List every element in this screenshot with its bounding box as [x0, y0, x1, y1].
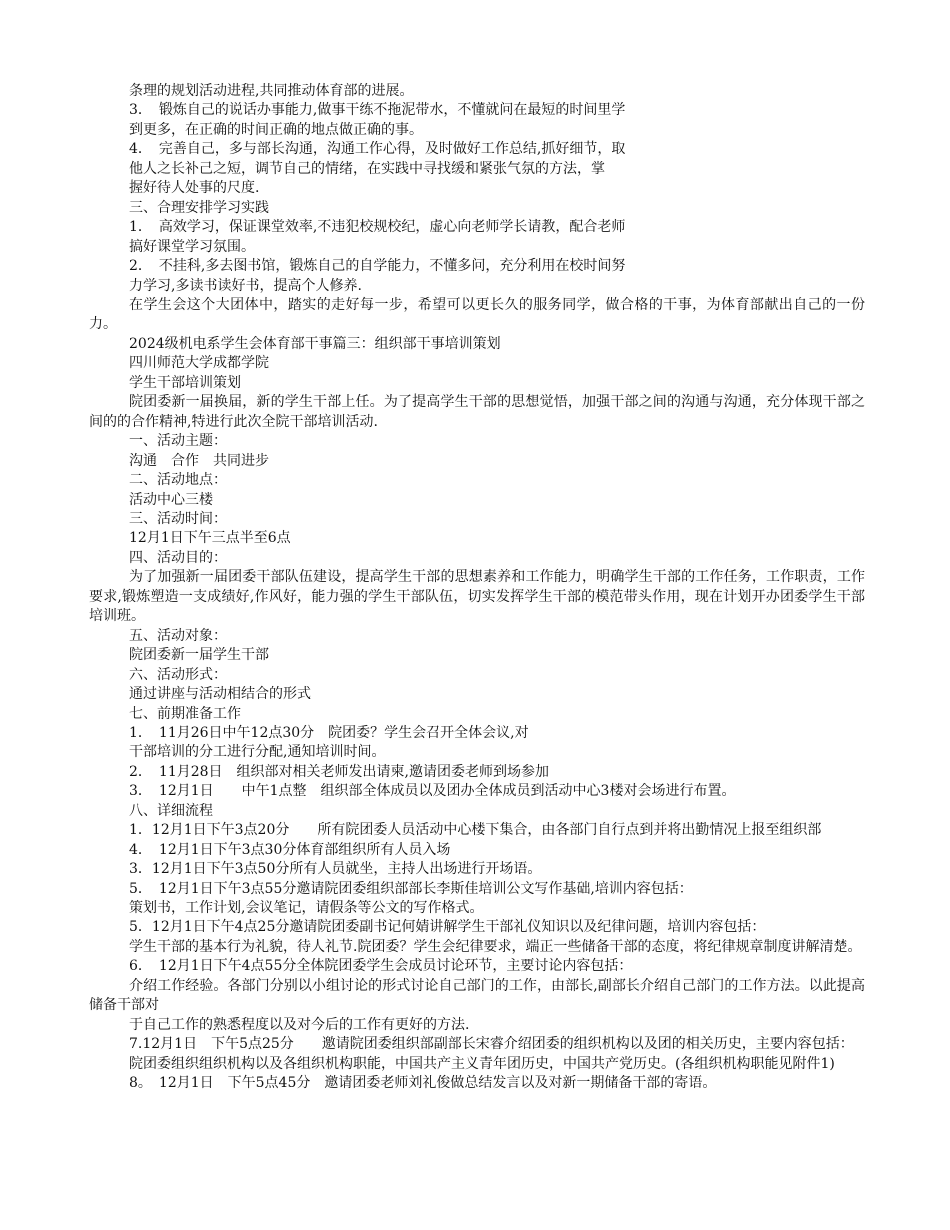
text-line: 一、活动主题：	[129, 433, 227, 450]
text-line: 1． 高效学习，保证课堂效率,不违犯校规校纪，虚心向老师学长请教，配合老师	[129, 219, 626, 236]
text-line: 院团委新一届学生干部	[129, 647, 269, 664]
text-line: 2． 不挂科,多去图书馆，锻炼自己的自学能力，不懂多问，充分利用在校时间努	[129, 258, 626, 275]
text-line: 策划书，工作计划,会议笔记，请假条等公文的写作格式。	[129, 900, 484, 917]
text-line: 七、前期准备工作	[129, 705, 241, 722]
paragraph: 学生干部的基本行为礼貌，待人礼节.院团委？学生会纪律要求，端正一些储备干部的态度，将纪律规章制度讲解清楚。	[129, 938, 862, 955]
text-line: 3．12月1日下午3点50分所有人员就坐，主持人出场进行开场语。	[129, 861, 542, 878]
paragraph: 在学生会这个大团体中，踏实的走好每一步，希望可以更长久的服务同学，做合格的干事，为体育部献出自己的一份力。	[89, 296, 865, 333]
text-line: 四、活动目的：	[129, 549, 227, 566]
text-line: 学生干部培训策划	[129, 374, 241, 391]
text-line: 3． 锻炼自己的说话办事能力,做事干练不拖泥带水，不懂就问在最短的时间里学	[129, 102, 626, 119]
text-line: 8。 12月1日 下午5点45分 邀请团委老师刘礼俊做总结发言以及对新一期储备干部的寄语。	[129, 1075, 717, 1092]
text-line: 六、活动形式：	[129, 666, 227, 683]
text-line: 12月1日下午三点半至6点	[129, 530, 291, 547]
text-line: 三、合理安排学习实践	[129, 199, 269, 216]
text-line: 条理的规划活动进程,共同推动体育部的进展。	[129, 83, 414, 99]
text-line: 2． 11月28日 组织部对相关老师发出请柬,邀请团委老师到场参加	[129, 763, 549, 780]
text-line: 通过讲座与活动相结合的形式	[129, 686, 311, 703]
text-line: 他人之长补己之短，调节自己的情绪，在实践中寻找缓和紧张气氛的方法，掌	[129, 160, 605, 177]
text-line: 力学习,多读书读好书，提高个人修养.	[129, 277, 362, 294]
text-line: 五、活动对象：	[129, 627, 227, 644]
text-line: 四川师范大学成都学院	[129, 355, 269, 372]
text-line: 3． 12月1日 中午1点整 组织部全体成员以及团办全体成员到活动中心3楼对会场进行布置。	[129, 783, 736, 800]
text-line: 八、详细流程	[129, 802, 213, 819]
text-line: 三、活动时间：	[129, 510, 227, 527]
paragraph: 7.12月1日 下午5点25分 邀请院团委组织部副部长宋睿介绍团委的组织机构以及团的相关历史，主要内容包括：	[129, 1036, 854, 1053]
text-line: 干部培训的分工进行分配,通知培训时间。	[129, 744, 386, 761]
text-line: 2024级机电系学生会体育部干事篇三：组织部干事培训策划	[129, 335, 501, 352]
text-line: 二、活动地点：	[129, 472, 227, 489]
text-line: 于自己工作的熟悉程度以及对今后的工作有更好的方法.	[129, 1016, 470, 1033]
paragraph: 为了加强新一届团委干部队伍建设，提高学生干部的思想素养和工作能力，明确学生干部的工作任务，工作职责，工作要求,锻炼塑造一支成绩好,作风好，能力强的学生干部队伍，切实发挥学生干部的模范带头作用，现在计划开办团委学生干部培训班。	[89, 569, 865, 625]
text-line: 4． 完善自己，多与部长沟通，沟通工作心得，及时做好工作总结,抓好细节，取	[129, 141, 626, 158]
text-line: 活动中心三楼	[129, 491, 213, 508]
text-line: 沟通 合作 共同进步	[129, 452, 269, 469]
document-body	[89, 82, 865, 1094]
text-line: 握好待人处事的尺度.	[129, 180, 260, 197]
text-line: 1． 11月26日中午12点30分 院团委？学生会召开全体会议,对	[129, 724, 529, 741]
paragraph: 院团委组织组织机构以及各组织机构职能，中国共产主义青年团历史，中国共产党历史。(各组织机构职能见附件1)	[129, 1055, 835, 1072]
paragraph: 5．12月1日下午4点25分邀请院团委副书记何婧讲解学生干部礼仪知识以及纪律问题，培训内容包括：	[129, 919, 766, 936]
text-line: 6． 12月1日下午4点55分全体院团委学生会成员讨论环节，主要讨论内容包括：	[129, 958, 633, 975]
paragraph: 院团委新一届换届，新的学生干部上任。为了提高学生干部的思想觉悟，加强干部之间的沟通与沟通，充分体现干部之间的的合作精神,特进行此次全院干部培训活动.	[89, 394, 865, 430]
text-line: 5． 12月1日下午3点55分邀请院团委组织部部长李斯佳培训公文写作基础,培训内容包括：	[129, 880, 693, 897]
text-line: 到更多，在正确的时间正确的地点做正确的事。	[129, 121, 423, 138]
paragraph: 1．12月1日下午3点20分 所有院团委人员活动中心楼下集合，由各部门自行点到并将出勤情况上报至组织部	[129, 822, 822, 839]
paragraph: 介绍工作经验。各部门分别以小组讨论的形式讨论自己部门的工作，由部长,副部长介绍自己部门的工作方法。以此提高储备干部对	[89, 977, 865, 1014]
text-line: 搞好课堂学习氛围。	[129, 238, 255, 255]
text-line: 4． 12月1日下午3点30分体育部组织所有人员入场	[129, 841, 451, 858]
